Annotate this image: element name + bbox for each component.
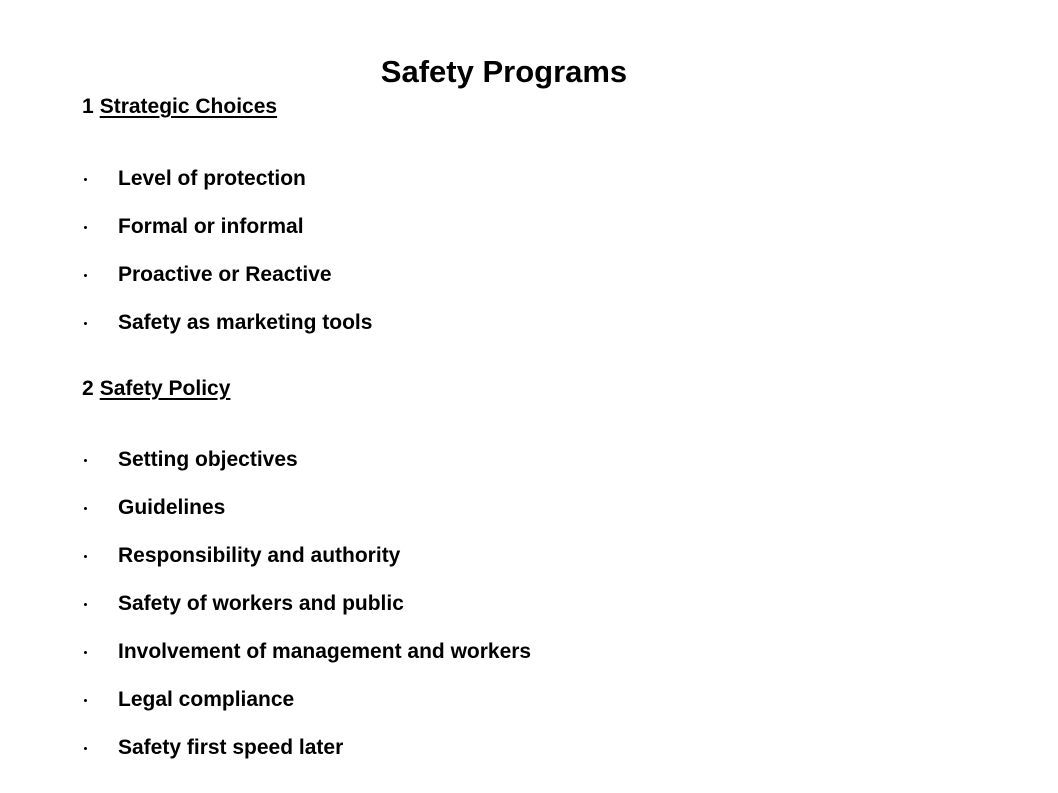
list-item	[82, 261, 372, 309]
list-item	[82, 590, 531, 638]
list-item-text: Guidelines	[118, 496, 226, 519]
bullet-icon	[84, 747, 87, 750]
list-item	[82, 213, 372, 261]
page-title: Safety Programs	[380, 54, 628, 89]
list-item-text: Involvement of management and workers	[118, 640, 532, 663]
bullet-icon	[84, 274, 87, 277]
list-item-text: Safety first speed later	[118, 736, 344, 759]
section-title: Safety Policy	[99, 377, 231, 400]
list-item	[82, 686, 531, 734]
list-item	[82, 165, 372, 213]
list-item-text: Safety as marketing tools	[118, 311, 373, 334]
list-item	[82, 446, 531, 494]
list-item	[82, 542, 531, 590]
list-item-text: Legal compliance	[118, 688, 295, 711]
bullet-icon	[84, 459, 87, 462]
list-item	[82, 309, 372, 357]
bullet-icon	[84, 555, 87, 558]
section-number: 2	[82, 377, 94, 400]
list-item-text: Proactive or Reactive	[118, 263, 332, 286]
section-heading-safety-policy	[82, 375, 230, 403]
section-title: Strategic Choices	[99, 95, 278, 118]
bullet-icon	[84, 322, 87, 325]
list-item-text: Level of protection	[118, 167, 306, 190]
list-item-text: Setting objectives	[118, 448, 298, 471]
strategic-choices-list	[82, 165, 372, 357]
bullet-icon	[84, 178, 87, 181]
list-item	[82, 494, 531, 542]
list-item-text: Formal or informal	[118, 215, 304, 238]
list-item-text: Responsibility and authority	[118, 544, 401, 567]
bullet-icon	[84, 226, 87, 229]
bullet-icon	[84, 603, 87, 606]
safety-policy-list	[82, 446, 531, 782]
section-heading-strategic-choices	[82, 93, 277, 121]
bullet-icon	[84, 699, 87, 702]
list-item-text: Safety of workers and public	[118, 592, 404, 615]
section-number: 1	[82, 95, 94, 118]
bullet-icon	[84, 651, 87, 654]
bullet-icon	[84, 507, 87, 510]
list-item	[82, 638, 531, 686]
list-item	[82, 734, 531, 782]
